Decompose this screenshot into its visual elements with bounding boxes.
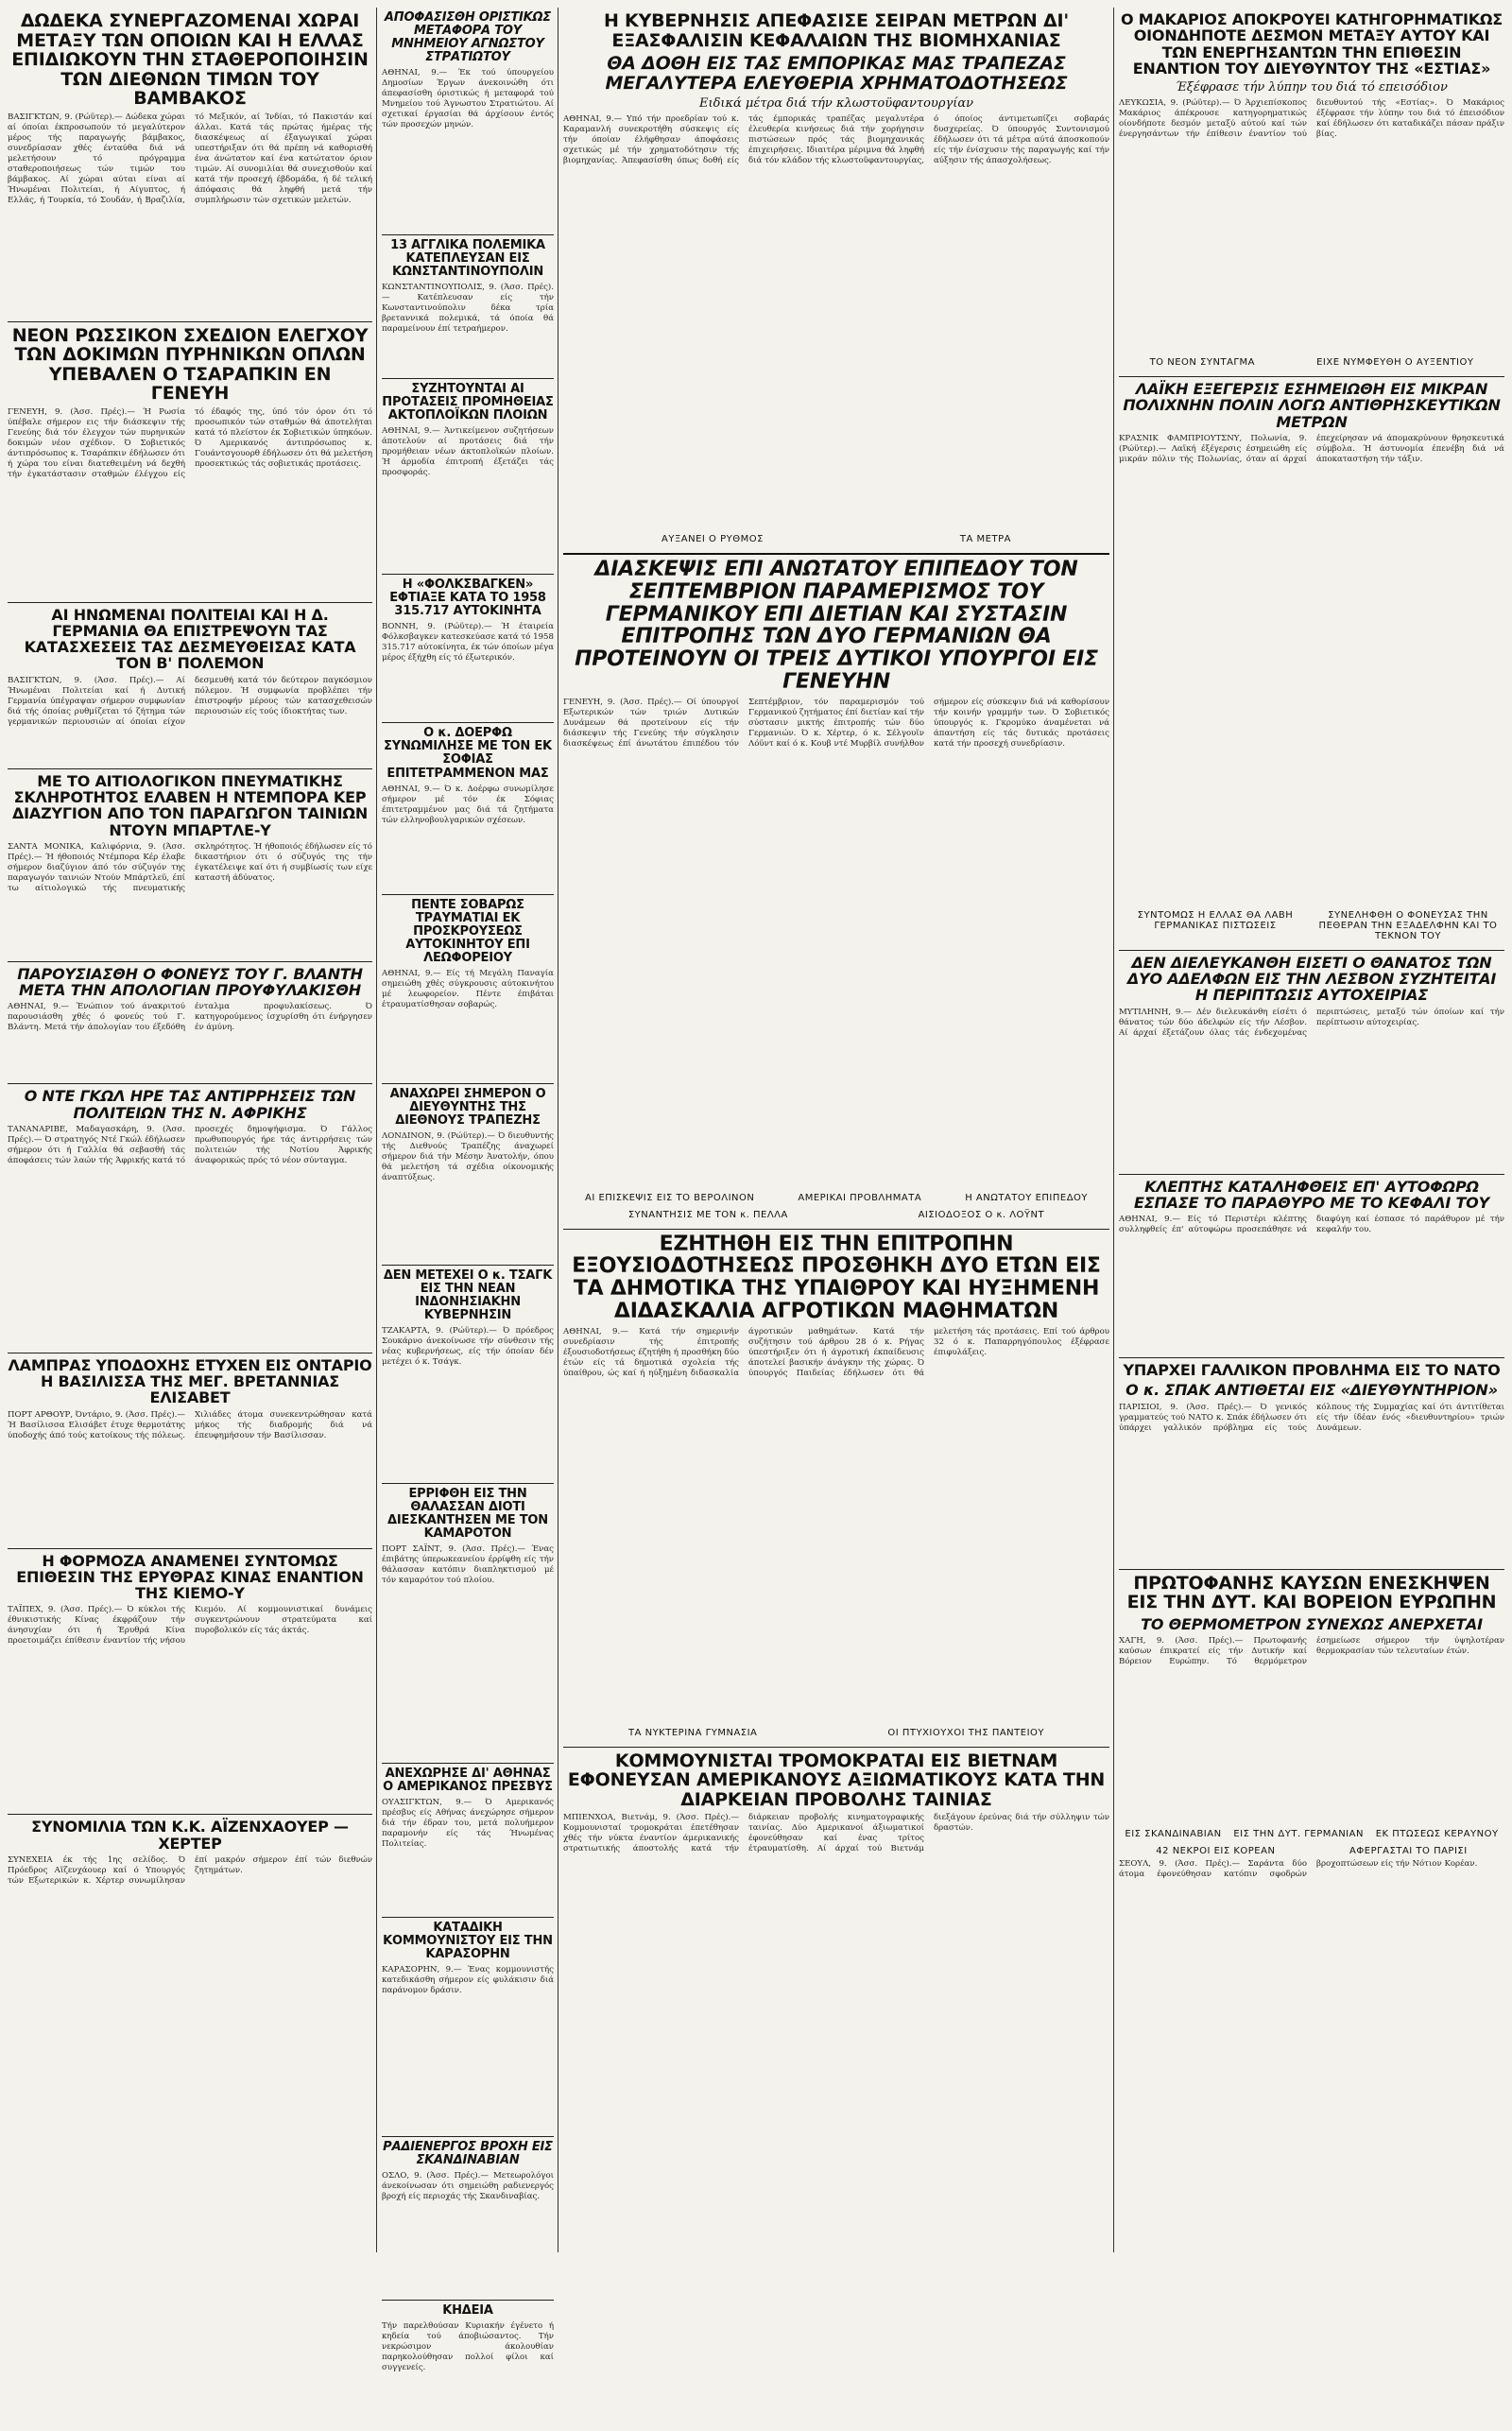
headline: ΣΥΖΗΤΟΥΝΤΑΙ ΑΙ ΠΡΟΤΑΣΕΙΣ ΠΡΟΜΗΘΕΙΑΣ ΑΚΤΟΠΛΟΪΚΩΝ ΠΛΟΙΩΝ bbox=[382, 382, 554, 423]
article-deborah-kerr bbox=[8, 769, 372, 962]
column-rule bbox=[376, 8, 377, 2252]
article-radioactive-rain bbox=[382, 2137, 554, 2301]
article-vlantis bbox=[8, 962, 372, 1085]
article-unknown-soldier bbox=[382, 8, 554, 235]
article-body: ΤΑΪΠΕΧ, 9. (Άσσ. Πρές).— Ό κύκλοι τής έθνικιστικής Κίνας έκφράζουν τήν άνησυχίαν ότι ή Έρυθρά Κίνα προετοιμάζει έπίθεσιν έναντίον τής νήσου Κιεμόυ. Αί κομμουνιστικαί δυνάμεις συγκεντρώνουν στρατεύματα καί πυροβολικόν είς τάς άκτάς. bbox=[8, 1605, 372, 1647]
article-world-bank bbox=[382, 1084, 554, 1266]
headline: ΠΑΡΟΥΣΙΑΣΘΗ Ο ΦΟΝΕΥΣ ΤΟΥ Γ. ΒΛΑΝΤΗ ΜΕΤΑ ΤΗΝ ΑΠΟΛΟΓΙΑΝ ΠΡΟΥΦΥΛΑΚΙΣΘΗ bbox=[17, 964, 363, 1000]
article-vietnam bbox=[563, 1748, 1109, 2065]
article-body: Τήν παρελθούσαν Κυριακήν έγένετο ή κηδεία τού άποβιώσαντος. Τήν νεκρώσιμον άκολουθίαν παρηκολούθησαν πολλοί φίλοι καί συγγενείς. bbox=[382, 2321, 554, 2373]
headline: ΔΕΝ ΜΕΤΕΧΕΙ Ο κ. ΤΣΑΓΚ ΕΙΣ ΤΗΝ ΝΕΑΝ ΙΝΔΟΝΗΣΙΑΚΗΝ ΚΥΒΕΡΝΗΣΙΝ bbox=[383, 1267, 553, 1322]
column-1 bbox=[8, 8, 372, 2252]
article-funeral bbox=[382, 2301, 554, 2431]
article-eisenhower-herter bbox=[8, 1815, 372, 1965]
article-ambassador bbox=[382, 1764, 554, 1918]
headline: Η ΦΟΡΜΟΖΑ ΑΝΑΜΕΝΕΙ ΣΥΝΤΟΜΩΣ ΕΠΙΘΕΣΙΝ ΤΗΣ ΕΡΥΘΡΑΣ ΚΙΝΑΣ ΕΝΑΝΤΙΟΝ ΤΗΣ ΚΙΕΜΟ-Υ bbox=[16, 1551, 364, 1603]
subheading: ΑΙ ΕΠΙΣΚΕΨΙΣ ΕΙΣ ΤΟ ΒΕΡΟΛΙΝΟΝ bbox=[584, 1192, 755, 1203]
subheading: Η ΑΝΩΤΑΤΟΥ ΕΠΙΠΕΔΟΥ bbox=[965, 1192, 1089, 1203]
headline: ΚΗΔΕΙΑ bbox=[442, 2303, 493, 2319]
article-body: ΑΘΗΝΑΙ, 9.— Άντικείμενον συζητήσεων άποτελούν αί προτάσεις διά τήν προμήθειαν νέων άκτοπλοϊκών πλοίων. Ή άρμοδία έπιτροπή έξετάζει τάς προσφοράς. bbox=[382, 426, 554, 478]
headline: Ο ΝΤΕ ΓΚΩΛ ΗΡΕ ΤΑΣ ΑΝΤΙΡΡΗΣΕΙΣ ΤΩΝ ΠΟΛΙΤΕΙΩΝ ΤΗΣ Ν. ΑΦΡΙΚΗΣ bbox=[24, 1087, 356, 1122]
article-body: ΒΑΣΙΓΚΤΩΝ, 9. (Άσσ. Πρές).— Αί Ήνωμέναι Πολιτείαι καί ή Δυτική Γερμανία ύπέγραψαν σήμερον συμφωνίαν διά τής όποίας ρυθμίζεται τό ζήτημα τών γερμανικών περιουσιών αί όποίαι είχον δεσμευθή κατά τόν δεύτερον παγκόσμιον πόλεμον. Ή συμφωνία προβλέπει τήν έπιστροφήν μέρους τών κατασχεθεισών περιουσιών είς τούς ίδιοκτήτας των. bbox=[8, 675, 372, 727]
headline: Ο ΜΑΚΑΡΙΟΣ ΑΠΟΚΡΟΥΕΙ ΚΑΤΗΓΟΡΗΜΑΤΙΚΩΣ ΟΙΟΝΔΗΠΟΤΕ ΔΕΣΜΟΝ ΜΕΤΑΞΥ ΑΥΤΟΥ ΚΑΙ ΤΩΝ ΕΝΕΡΓΗΣΑΝΤΩΝ ΤΗΝ ΕΠΙΘΕΣΙΝ ΕΝΑΝΤΙΟΝ ΤΟΥ ΔΙΕΥΘΥΝΤΟΥ ΤΗΣ «ΕΣΤΙΑΣ» bbox=[1120, 10, 1503, 78]
article-thrown-sea bbox=[382, 1484, 554, 1764]
headline: ΔΙΑΣΚΕΨΙΣ ΕΠΙ ΑΝΩΤΑΤΟΥ ΕΠΙΠΕΔΟΥ ΤΟΝ ΣΕΠΤΕΜΒΡΙΟΝ ΠΑΡΑΜΕΡΙΣΜΟΣ ΤΟΥ ΓΕΡΜΑΝΙΚΟΥ ΕΠΙ ΔΙΕΤΙΑΝ ΚΑΙ ΣΥΣΤΑΣΙΝ ΕΠΙΤΡΟΠΗΣ ΤΩΝ ΔΥΟ ΓΕΡΜΑΝΙΩΝ ΘΑ ΠΡΟΤΕΙΝΟΥΝ ΟΙ ΤΡΕΙΣ ΔΥΤΙΚΟΙ ΥΠΟΥΡΓΟΙ ΕΙΣ ΓΕΝΕΥΗΝ bbox=[575, 558, 1098, 694]
article-us-germany bbox=[8, 603, 372, 769]
article-body: ΑΘΗΝΑΙ, 9.— Κατά τήν σημερινήν συνεδρίασιν τής έπιτροπής έξουσιοδοτήσεως έζητήθη ή προσθήκη δύο έτών είς τά δημοτικά σχολεία τής ύπαίθρου, ώς καί ή ηύξημένη διδασκαλία άγροτικών μαθημάτων. Κατά τήν συζήτησιν τού άρθρου 28 ό κ. Ρήγας ύπεστήριξεν ότι ή άγροτική έκπαίδευσις άποτελεί βασικήν άνάγκην τής χώρας. Ό ύπουργός Παιδείας έδήλωσεν ότι θά μελετήση τάς προτάσεις. Επί τού άρθρου 32 ό κ. Παπαρρηγόπουλος έξέφρασε έπιφυλάξεις. bbox=[563, 1326, 1109, 1378]
article-body: ΠΟΡΤ ΣΑΪΝΤ, 9. (Άσσ. Πρές).— Ένας έπιβάτης ύπερωκεανείου έρρίφθη είς τήν θάλασσαν κατόπιν διαπληκτισμού μέ τόν καμαρότον τού πλοίου. bbox=[382, 1544, 554, 1586]
article-indonesia bbox=[382, 1266, 554, 1484]
headline: ΕΡΡΙΦΘΗ ΕΙΣ ΤΗΝ ΘΑΛΑΣΣΑΝ ΔΙΟΤΙ ΔΙΕΣΚΑΝΤΗΣΕΝ ΜΕ ΤΟΝ ΚΑΜΑΡΟΤΟΝ bbox=[387, 1486, 548, 1541]
subheading: ΑΙΣΙΟΔΟΞΟΣ Ο κ. ΛΟΫΝΤ bbox=[918, 1209, 1045, 1220]
article-body: ΑΘΗΝΑΙ, 9.— Υπό τήν προεδρίαν τού κ. Καραμανλή συνεκροτήθη σύσκεψις είς τήν όποίαν έλήφθησαν άποφάσεις σχετικώς μέ τήν χρηματοδότησιν τής βιομηχανίας. Άπεφασίσθη όπως δοθή είς τάς έμπορικάς τραπέζας μεγαλυτέρα έλευθερία κινήσεως διά τήν χορήγησιν πιστώσεων πρός τάς βιομηχανικάς έπιχειρήσεις. Ιδιαιτέρα μέριμνα θά ληφθή διά τόν κλάδον τής κλωστοϋφαντουργίας, ό όποίος άντιμετωπίζει σοβαράς δυσχερείας. Ό ύπουργός Συντονισμού έδήλωσεν ότι τά μέτρα αύτά άποσκοπούν είς τήν ένίσχυσιν τής παραγωγής καί τήν αύξησιν τής άπασχολήσεως. bbox=[563, 114, 1109, 166]
subheading: ΕΙΣ ΤΗΝ ΔΥΤ. ΓΕΡΜΑΝΙΑΝ bbox=[1233, 1829, 1364, 1840]
article-coastal-ships bbox=[382, 379, 554, 575]
subheading: ΣΥΝΕΛΗΦΘΗ Ο ΦΟΝΕΥΣΑΣ ΤΗΝ ΠΕΘΕΡΑΝ ΤΗΝ ΕΞΑΔΕΛΦΗΝ ΚΑΙ ΤΟ ΤΕΚΝΟΝ ΤΟΥ bbox=[1318, 909, 1498, 941]
article-body: ΒΑΣΙΓΚΤΩΝ, 9. (Ρώϋτερ).— Δώδεκα χώραι αί όποίαι έκπροσωπούν τό μεγαλύτερον μέρος τής παραγωγής βάμβακος, συνεδρίασαν χθές ένταύθα διά νά μελετήσουν τό πρόγραμμα σταθεροποιήσεως τών τιμών του βάμβακος. Αί χώραι αύται είναι αί Ήνωμέναι Πολιτείαι, ή Αίγυπτος, ή Ελλάς, ή Τουρκία, τό Σουδάν, ή Βραζιλία, τό Μεξικόν, αί Ίνδίαι, τό Πακιστάν καί άλλαι. Κατά τάς πρώτας ήμέρας τής διασκέψεως αί έξαγωγικαί χώραι υπεστήριξαν ότι θά πρέπη νά καθορισθή ένα άνώτατον καί ένα κατώτατον όριον τιμών. Αί συνομιλίαι θά συνεχισθούν καί κατά τήν προσεχή έβδομάδα, ή δέ τελική άπόφασις θά ληφθή μετά τήν συμπλήρωσιν τών σχετικών μελετών. bbox=[8, 112, 372, 205]
article-british-warships bbox=[382, 235, 554, 379]
article-body: ΧΑΓΗ, 9. (Άσσ. Πρές).— Πρωτοφανής καύσων έπικρατεί είς τήν Δυτικήν καί Βόρειον Ευρώπην. Τό θερμόμετρον έσημείωσε σήμερον τήν ύψηλοτέραν θερμοκρασίαν τών τελευταίων έτών. bbox=[1119, 1636, 1504, 1667]
subheading: ΑΦΕΡΓΑΣΤΑΙ ΤΟ ΠΑΡΙΣΙ bbox=[1349, 1846, 1468, 1857]
headline-secondary: ΘΑ ΔΟΘΗ ΕΙΣ ΤΑΣ ΕΜΠΟΡΙΚΑΣ ΜΑΣ ΤΡΑΠΕΖΑΣ ΜΕΓΑΛΥΤΕΡΑ ΕΛΕΥΘΕΡΙΑ ΧΡΗΜΑΤΟΔΟΤΗΣΕΩΣ bbox=[605, 53, 1068, 94]
subheading: ΑΜΕΡΙΚΑΙ ΠΡΟΒΛΗΜΑΤΑ bbox=[798, 1192, 922, 1203]
article-body: ΤΑΝΑΝΑΡΙΒΕ, Μαδαγασκάρη, 9. (Άσσ. Πρές).— Ό στρατηγός Ντέ Γκώλ έδήλωσεν σήμερον ότι ή Γαλλία θά σεβασθή τάς άποφάσεις τών λαών τής Άφρικής κατά τό προσεχές δημοψήφισμα. Ό Γάλλος πρωθυπουργός ήρε τάς άντιρρήσεις τών πολιτειών τής Νοτίου Άφρικής άναφορικώς πρός τό νέον σύνταγμα. bbox=[8, 1124, 372, 1165]
article-makarios bbox=[1119, 8, 1504, 377]
article-heatwave bbox=[1119, 1570, 1504, 1978]
headline: ΔΩΔΕΚΑ ΣΥΝΕΡΓΑΖΟΜΕΝΑΙ ΧΩΡΑΙ ΜΕΤΑΞΥ ΤΩΝ ΟΠΟΙΩΝ ΚΑΙ Η ΕΛΛΑΣ ΕΠΙΔΙΩΚΟΥΝ ΤΗΝ ΣΤΑΘΕΡΟΠΟΙΗΣΙΝ ΤΩΝ ΔΙΕΘΝΩΝ ΤΙΜΩΝ ΤΟΥ ΒΑΜΒΑΚΟΣ bbox=[11, 10, 369, 110]
article-body: ΑΘΗΝΑΙ, 9.— Είς τή Μεγάλη Παναγία σημειώθη χθές σύγκρουσις αύτοκινήτου μέ λεωφορείον. Πέντε έπιβάται έτραυματίσθησαν σοβαρώς. bbox=[382, 968, 554, 1009]
article-body: ΚΡΑΣΝΙΚ ΦΑΜΠΡΙΟΥΤΣΝΥ, Πολωνία, 9. (Ρώϋτερ).— Λαϊκή έξέγερσις έσημειώθη είς μικράν πόλιν τής Πολωνίας, όταν αί άρχαί έπεχείρησαν νά άπομακρύνουν θρησκευτικά σύμβολα. Ή άστυνομία έπενέβη διά νά άποκαταστήση τήν τάξιν. bbox=[1119, 433, 1504, 464]
column-2 bbox=[382, 8, 554, 2373]
article-de-gaulle bbox=[8, 1084, 372, 1353]
article-body: ΛΟΝΔΙΝΟΝ, 9. (Ρώϋτερ).— Ό διευθυντής τής Διεθνούς Τραπέζης άναχωρεί σήμερον διά τήν Μέσην Άνατολήν, όπου θά μελετήση τά σχέδια οίκονομικής άναπτύξεως. bbox=[382, 1130, 554, 1182]
headline: ΑΠΟΦΑΣΙΣΘΗ ΟΡΙΣΤΙΚΩΣ ΜΕΤΑΦΟΡΑ ΤΟΥ ΜΝΗΜΕΙΟΥ ΑΓΝΩΣΤΟΥ ΣΤΡΑΤΙΩΤΟΥ bbox=[384, 10, 552, 65]
article-nato bbox=[1119, 1358, 1504, 1570]
headline: 13 ΑΓΓΛΙΚΑ ΠΟΛΕΜΙΚΑ ΚΑΤΕΠΛΕΥΣΑΝ ΕΙΣ ΚΩΝΣΤΑΝΤΙΝΟΥΠΟΛΙΝ bbox=[390, 238, 545, 280]
column-rule bbox=[1113, 8, 1114, 2252]
article-communist-conviction bbox=[382, 1918, 554, 2137]
article-geneva-summit bbox=[563, 555, 1109, 1230]
subheading: ΣΥΝΑΝΤΗΣΙΣ ΜΕ ΤΟΝ κ. ΠΕΛΛΑ bbox=[627, 1209, 788, 1220]
article-body: ΠΑΡΙΣΙΟΙ, 9. (Άσσ. Πρές).— Ό γενικός γραμματεύς τού ΝΑΤΟ κ. Σπάκ έδήλωσεν ότι ύπάρχει γαλλικόν πρόβλημα είς τούς κόλπους τής Συμμαχίας καί ότι άντιτίθεται είς τήν ίδέαν ένός «διευθυντηρίου» τριών Δυνάμεων. bbox=[1119, 1402, 1504, 1433]
subheading: ΕΙΧΕ ΝΥΜΦΕΥΘΗ Ο ΑΥΞΕΝΤΙΟΥ bbox=[1316, 357, 1474, 369]
headline: ΥΠΑΡΧΕΙ ΓΑΛΛΙΚΟΝ ΠΡΟΒΛΗΜΑ ΕΙΣ ΤΟ ΝΑΤΟ bbox=[1123, 1361, 1501, 1380]
subheading: ΑΥΞΑΝΕΙ Ο ΡΥΘΜΟΣ bbox=[662, 534, 764, 545]
headline: ΑΝΑΧΩΡΕΙ ΣΗΜΕΡΟΝ Ο ΔΙΕΥΘΥΝΤΗΣ ΤΗΣ ΔΙΕΘΝΟΥΣ ΤΡΑΠΕΖΗΣ bbox=[389, 1086, 546, 1128]
article-body: ΤΖΑΚΑΡΤΑ, 9. (Ρώϋτερ).— Ό πρόεδρος Σουκάρνο άνεκοίνωσε τήν σύνθεσιν τής νέας κυβερνήσεως, είς τήν όποίαν δέν μετέχει ό κ. Τσάγκ. bbox=[382, 1325, 554, 1367]
headline: ΠΡΩΤΟΦΑΝΗΣ ΚΑΥΣΩΝ ΕΝΕΣΚΗΨΕΝ ΕΙΣ ΤΗΝ ΔΥΤ. ΚΑΙ ΒΟΡΕΙΟΝ ΕΥΡΩΠΗΝ bbox=[1126, 1572, 1497, 1613]
headline: ΜΕ ΤΟ ΑΙΤΙΟΛΟΓΙΚΟΝ ΠΝΕΥΜΑΤΙΚΗΣ ΣΚΛΗΡΟΤΗΤΟΣ ΕΛΑΒΕΝ Η ΝΤΕΜΠΟΡΑ ΚΕΡ ΔΙΑΖΥΓΙΟΝ ΑΠΟ ΤΟΝ ΠΑΡΑΓΩΓΟΝ ΤΑΙΝΙΩΝ ΝΤΟΥΝ ΜΠΑΡΤΛΕ-Υ bbox=[11, 771, 369, 839]
article-cotton bbox=[8, 8, 372, 322]
headline: ΑΙ ΗΝΩΜΕΝΑΙ ΠΟΛΙΤΕΙΑΙ ΚΑΙ Η Δ. ΓΕΡΜΑΝΙΑ ΘΑ ΕΠΙΣΤΡΕΨΟΥΝ ΤΑΣ ΚΑΤΑΣΧΕΣΕΙΣ ΤΑΣ ΔΕΣΜΕΥΘΕΙΣΑΣ ΚΑΤΑ ΤΟΝ Β' ΠΟΛΕΜΟΝ bbox=[24, 605, 356, 673]
article-body: ΣΕΟΥΛ, 9. (Άσσ. Πρές).— Σαράντα δύο άτομα έφονεύθησαν κατόπιν σφοδρών βροχοπτώσεων είς τήν Νότιον Κορέαν. bbox=[1119, 1859, 1478, 1880]
article-body: ΣΑΝΤΑ ΜΟΝΙΚΑ, Καλιφόρνια, 9. (Άσσ. Πρές).— Ή ήθοποιός Ντέμπορα Κέρ έλαβε σήμερον διαζύγιον άπό τόν σύζυγόν της παραγωγόν ταινιών Ντούν Μπάρτλεϋ, έπί τω αίτιολογικώ τής πνευματικής σκληρότητος. Ή ήθοποιός έδήλωσεν είς τό δικαστήριον ότι ό σύζυγός της τήν έγκατέλειψε καί ότι ή συμβίωσίς των είχε καταστή άδύνατος. bbox=[8, 841, 372, 893]
article-body: ΠΟΡΤ ΑΡΘΟΥΡ, Όντάριο, 9. (Άσσ. Πρές).— Ή Βασίλισσα Ελισάβετ έτυχε θερμοτάτης ύποδοχής άπό τούς κατοίκους τής πόλεως. Χιλιάδες άτομα συνεκεντρώθησαν κατά μήκος τής διαδρομής διά νά έπευφημήσουν τήν Βασίλισσαν. bbox=[8, 1409, 372, 1440]
headline: ΚΟΜΜΟΥΝΙΣΤΑΙ ΤΡΟΜΟΚΡΑΤΑΙ ΕΙΣ ΒΙΕΤΝΑΜ ΕΦΟΝΕΥΣΑΝ ΑΜΕΡΙΚΑΝΟΥΣ ΑΞΙΩΜΑΤΙΚΟΥΣ ΚΑΤΑ ΤΗΝ ΔΙΑΡΚΕΙΑΝ ΠΡΟΒΟΛΗΣ ΤΑΙΝΙΑΣ bbox=[567, 1750, 1106, 1810]
article-body: ΓΕΝΕΥΗ, 9. (Άσσ. Πρές).— Ή Ρωσία ύπέβαλε σήμερον εις τήν διάσκεψιν τής Γενεύης διά τόν έλεγχον τών πυρηνικών δοκιμών νέον σχέδιον. Ό Σοβιετικός άντιπρόσωπος κ. Τσαράπκιν έδήλωσεν ότι ή χώρα του είναι διατεθειμένη νά δεχθή τήν έγκατάστασιν σταθμών έλέγχου είς τό έδαφός της, ύπό τόν όρον ότι τό προσωπικόν τών σταθμών θά άποτελήται κατά τό πλείστον έκ Σοβιετικών ύπηκόων. Ό Αμερικανός άντιπρόσωπος κ. Γουάντσγουορθ έδήλωσεν ότι θά μελετήση προσεκτικώς τάς σοβιετικάς προτάσεις. bbox=[8, 406, 372, 479]
headline: ΔΕΝ ΔΙΕΛΕΥΚΑΝΘΗ ΕΙΣΕΤΙ Ο ΘΑΝΑΤΟΣ ΤΩΝ ΔΥΟ ΑΔΕΛΦΩΝ ΕΙΣ ΤΗΝ ΛΕΣΒΟΝ ΣΥΖΗΤΕΙΤΑΙ Η ΠΕΡΙΠΤΩΣΙΣ ΑΥΤΟΧΕΙΡΙΑΣ bbox=[1126, 953, 1497, 1005]
headline: ΕΖΗΤΗΘΗ ΕΙΣ ΤΗΝ ΕΠΙΤΡΟΠΗΝ ΕΞΟΥΣΙΟΔΟΤΗΣΕΩΣ ΠΡΟΣΘΗΚΗ ΔΥΟ ΕΤΩΝ ΕΙΣ ΤΑ ΔΗΜΟΤΙΚΑ ΤΗΣ ΥΠΑΙΘΡΟΥ ΚΑΙ ΗΥΞΗΜΕΝΗ ΔΙΔΑΣΚΑΛΙΑ ΑΓΡΟΤΙΚΩΝ ΜΑΘΗΜΑΤΩΝ bbox=[572, 1232, 1101, 1323]
article-body: ΚΑΡΑΣΟΡΗΝ, 9.— Ένας κομμουνιστής κατεδικάσθη σήμερον είς φυλάκισιν διά παράνομον δράσιν. bbox=[382, 1965, 554, 1996]
article-nuclear-tests bbox=[8, 322, 372, 603]
subheading: ΤΑ ΜΕΤΡΑ bbox=[959, 534, 1011, 545]
article-body: ΑΘΗΝΑΙ, 9.— Είς τό Περιστέρι κλέπτης συλληφθείς έπ' αύτοφώρω προσεπάθησε νά διαφύγη καί έσπασε τό παράθυρον μέ τήν κεφαλήν του. bbox=[1119, 1215, 1504, 1235]
article-sofia bbox=[382, 723, 554, 894]
headline-secondary: Ο κ. ΣΠΑΚ ΑΝΤΙΘΕΤΑΙ ΕΙΣ «ΔΙΕΥΘΥΝΤΗΡΙΟΝ» bbox=[1125, 1381, 1498, 1400]
subheading: ΣΥΝΤΟΜΩΣ Η ΕΛΛΑΣ ΘΑ ΛΑΒΗ ΓΕΡΜΑΝΙΚΑΣ ΠΙΣΤΩΣΕΙΣ bbox=[1137, 909, 1294, 931]
article-body: ΚΩΝΣΤΑΝΤΙΝΟΥΠΟΛΙΣ, 9. (Άσσ. Πρές).— Κατέπλευσαν είς τήν Κωνσταντινούπολιν δέκα τρία βρεταννικά πολεμικά, τά όποία θά παραμείνουν έπί τετραήμερον. bbox=[382, 283, 554, 335]
subheading: ΤΑ ΝΥΚΤΕΡΙΝΑ ΓΥΜΝΑΣΙΑ bbox=[627, 1727, 758, 1738]
article-body: ΑΘΗΝΑΙ, 9.— Έκ τού ύπουργείου Δημοσίων Έργων άνεκοινώθη ότι άπεφασίσθη όριστικώς ή μεταφορά τού Μνημείου τού Άγνωστου Στρατιώτου. Αί σχετικαί έργασίαι θά άρχίσουν έντός τών προσεχών μηνών. bbox=[382, 68, 554, 130]
article-body: ΑΘΗΝΑΙ, 9.— Ένώπιον τού άνακριτού παρουσιάσθη χθές ό φονεύς τού Γ. Βλάντη. Μετά τήν άπολογίαν του έξεδόθη ένταλμα προφυλακίσεως. Ό κατηγορούμενος ίσχυρίσθη ότι ένήργησεν έν άμύνη. bbox=[8, 1002, 372, 1033]
subtitle: Έξέφρασε τήν λύπην του διά τό επεισόδιον bbox=[1176, 80, 1448, 95]
article-body: ΓΕΝΕΥΗ, 9. (Άσσ. Πρές).— Οί ύπουργοί Εξωτερικών τών τριών Δυτικών Δυνάμεων θά προτείνουν είς τήν διάσκεψιν τής Γενεύης τήν σύγκλησιν διασκέψεως έπί άνωτάτου έπιπέδου τόν Σεπτέμβριον, τόν παραμερισμόν τού Γερμανικού ζητήματος έπί διετίαν καί τήν σύστασιν μικτής έπιτροπής τών δύο Γερμανιών. Ό κ. Χέρτερ, ό κ. Σέλγουϊν Λόϋντ καί ό κ. Κουβ ντέ Μυρβίλ συνήλθον σήμερον είς σύσκεψιν διά νά καθορίσουν τήν κοινήν γραμμήν των. Ό Σοβιετικός ύπουργός κ. Γκρομύκο άναμένεται νά άπαντήση είς τάς δυτικάς προτάσεις κατά τήν προσεχή συνεδρίασιν. bbox=[563, 697, 1109, 749]
subheading: ΟΙ ΠΤΥΧΙΟΥΧΟΙ ΤΗΣ ΠΑΝΤΕΙΟΥ bbox=[887, 1727, 1045, 1738]
headline: ΚΑΤΑΔΙΚΗ ΚΟΜΜΟΥΝΙΣΤΟΥ ΕΙΣ ΤΗΝ ΚΑΡΑΣΟΡΗΝ bbox=[383, 1921, 553, 1962]
headline: Η ΚΥΒΕΡΝΗΣΙΣ ΑΠΕΦΑΣΙΣΕ ΣΕΙΡΑΝ ΜΕΤΡΩΝ ΔΙ' ΕΞΑΣΦΑΛΙΣΙΝ ΚΕΦΑΛΑΙΩΝ ΤΗΣ ΒΙΟΜΗΧΑΝΙΑΣ bbox=[603, 10, 1070, 51]
article-industry-measures bbox=[563, 8, 1109, 555]
column-4 bbox=[1119, 8, 1504, 2252]
subheading: ΕΙΣ ΣΚΑΝΔΙΝΑΒΙΑΝ bbox=[1125, 1829, 1222, 1840]
headline: ΑΝΕΧΩΡΗΣΕ ΔΙ' ΑΘΗΝΑΣ Ο ΑΜΕΡΙΚΑΝΟΣ ΠΡΕΣΒΥΣ bbox=[383, 1767, 553, 1795]
article-thief bbox=[1119, 1175, 1504, 1359]
headline: ΠΕΝΤΕ ΣΟΒΑΡΩΣ ΤΡΑΥΜΑΤΙΑΙ ΕΚ ΠΡΟΣΚΡΟΥΣΕΩΣ ΑΥΤΟΚΙΝΗΤΟΥ ΕΠΙ ΛΕΩΦΟΡΕΙΟΥ bbox=[405, 897, 530, 965]
headline: ΝΕΟΝ ΡΩΣΣΙΚΟΝ ΣΧΕΔΙΟΝ ΕΛΕΓΧΟΥ ΤΩΝ ΔΟΚΙΜΩΝ ΠΥΡΗΝΙΚΩΝ ΟΠΛΩΝ ΥΠΕΒΑΛΕΝ Ο ΤΣΑΡΑΠΚΙΝ ΕΝ ΓΕΝΕΥΗ bbox=[11, 324, 369, 405]
headline: ΚΛΕΠΤΗΣ ΚΑΤΑΛΗΦΘΕΙΣ ΕΠ' ΑΥΤΟΦΩΡΩ ΕΣΠΑΣΕ ΤΟ ΠΑΡΑΘΥΡΟ ΜΕ ΤΟ ΚΕΦΑΛΙ ΤΟΥ bbox=[1134, 1177, 1489, 1212]
article-body: ΛΕΥΚΩΣΙΑ, 9. (Ρώϋτερ).— Ό Άρχιεπίσκοπος Μακάριος άπέκρουσε κατηγορηματικώς οίονδήποτε δεσμόν μεταξύ αύτού καί τών ένεργησάντων τήν έπίθεσιν έναντίον τού διευθυντού τής «Εστίας». Ό Μακάριος έξέφρασε τήν λύπην του διά τό έπεισόδιον καί έδήλωσεν ότι καταδικάζει πάσαν πράξιν βίας. bbox=[1119, 98, 1504, 140]
subheading: ΤΟ ΝΕΟΝ ΣΥΝΤΑΓΜΑ bbox=[1149, 357, 1255, 369]
article-bus-crash bbox=[382, 895, 554, 1084]
article-body: ΟΣΛΟ, 9. (Άσσ. Πρές).— Μετεωρολόγοι άνεκοίνωσαν ότι σημειώθη ραδιενεργός βροχή είς περιοχάς τής Σκανδιναβίας. bbox=[382, 2171, 554, 2202]
headline: Η «ΦΟΛΚΣΒΑΓΚΕΝ» ΕΦΤΙΑΞΕ ΚΑΤΑ ΤΟ 1958 315.717 ΑΥΤΟΚΙΝΗΤΑ bbox=[389, 578, 546, 619]
headline: ΛΑΜΠΡΑΣ ΥΠΟΔΟΧΗΣ ΕΤΥΧΕΝ ΕΙΣ ΟΝΤΑΡΙΟ Η ΒΑΣΙΛΙΣΣΑ ΤΗΣ ΜΕΓ. ΒΡΕΤΑΝΝΙΑΣ ΕΛΙΣΑΒΕΤ bbox=[8, 1355, 372, 1407]
article-poland-uprising bbox=[1119, 377, 1504, 951]
article-queen-ontario bbox=[8, 1353, 372, 1549]
subheading: ΕΚ ΠΤΩΣΕΩΣ ΚΕΡΑΥΝΟΥ bbox=[1375, 1829, 1499, 1840]
article-body: ΜΠΙΕΝΧΟΑ, Βιετνάμ, 9. (Άσσ. Πρές).— Κομμουνισταί τρομοκράται έπετέθησαν χθές τήν νύκτα έναντίον άμερικανικής στρατιωτικής άποστολής κατά τήν διάρκειαν προβολής κινηματογραφικής ταινίας. Δύο Αμερικανοί άξιωματικοί έφονεύθησαν καί ένας τρίτος έτραυματίσθη. Αί άρχαί τού Βιετνάμ διεξάγουν έρεύνας διά τήν σύλληψιν τών δραστών. bbox=[563, 1813, 1109, 1854]
article-body: ΑΘΗΝΑΙ, 9.— Ό κ. Δοέρφω συνωμίλησε σήμερον μέ τόν έκ Σόφιας έπιτετραμμένον μας διά τά ζητήματα τών ελληνοβουλγαρικών σχέσεων. bbox=[382, 784, 554, 825]
headline: Ο κ. ΔΟΕΡΦΩ ΣΥΝΩΜΙΛΗΣΕ ΜΕ ΤΟΝ ΕΚ ΣΟΦΙΑΣ ΕΠΙΤΕΤΡΑΜΜΕΝΟΝ ΜΑΣ bbox=[384, 726, 552, 781]
headline-secondary: ΤΟ ΘΕΡΜΟΜΕΤΡΟΝ ΣΥΝΕΧΩΣ ΑΝΕΡΧΕΤΑΙ bbox=[1141, 1614, 1483, 1633]
article-formosa bbox=[8, 1549, 372, 1816]
headline: ΛΑΪΚΗ ΕΞΕΓΕΡΣΙΣ ΕΣΗΜΕΙΩΘΗ ΕΙΣ ΜΙΚΡΑΝ ΠΟΛΙΧΝΗΝ ΠΟΛΙΝ ΛΟΓΩ ΑΝΤΙΘΡΗΣΚΕΥΤΙΚΩΝ ΜΕΤΡΩΝ bbox=[1123, 380, 1501, 431]
column-3 bbox=[563, 8, 1109, 2252]
subheading: 42 ΝΕΚΡΟΙ ΕΙΣ ΚΟΡΕΑΝ bbox=[1156, 1846, 1276, 1857]
article-body: ΜΥΤΙΛΗΝΗ, 9.— Δέν διελευκάνθη είσέτι ό θάνατος τών δύο άδελφών είς τήν Λέσβον. Αί άρχαί έξετάζουν όλας τάς ένδεχομένας περιπτώσεις, μεταξύ τών όποίων καί τήν περίπτωσιν αύτοχειρίας. bbox=[1119, 1007, 1504, 1038]
article-body: ΟΥΑΣΙΓΚΤΩΝ, 9.— Ό Αμερικανός πρέσβυς είς Αθήνας άνεχώρησε σήμερον διά τήν έδραν του, μετά πολυήμερον παραμονήν είς τάς Ήνωμένας Πολιτείας. bbox=[382, 1798, 554, 1850]
headline: ΣΥΝΟΜΙΛΙΑ ΤΩΝ Κ.Κ. ΑΪΖΕΝΧΑΟΥΕΡ — ΧΕΡΤΕΡ bbox=[31, 1818, 349, 1853]
article-lesvos bbox=[1119, 951, 1504, 1175]
article-schools bbox=[563, 1230, 1109, 1748]
headline: ΡΑΔΙΕΝΕΡΓΟΣ ΒΡΟΧΗ ΕΙΣ ΣΚΑΝΔΙΝΑΒΙΑΝ bbox=[383, 2140, 553, 2168]
article-volkswagen bbox=[382, 575, 554, 723]
article-body: ΒΟΝΝΗ, 9. (Ρώϋτερ).— Ή έταιρεία Φόλκσβαγκεν κατεσκεύασε κατά τό 1958 315.717 αύτοκίνητα, έκ τών όποίων μέγα μέρος έξήχθη είς τό έξωτερικόν. bbox=[382, 622, 554, 664]
subtitle: Ειδικά μέτρα διά τήν κλωστοϋφαντουργίαν bbox=[698, 96, 974, 112]
article-body: ΣΥΝΕΧΕΙΑ έκ τής 1ης σελίδος. Ό Πρόεδρος Αϊζενχάουερ καί ό Υπουργός τών Εξωτερικών κ. Χέρτερ συνωμίλησαν έπί μακρόν σήμερον έπί τών διεθνών ζητημάτων. bbox=[8, 1854, 372, 1886]
